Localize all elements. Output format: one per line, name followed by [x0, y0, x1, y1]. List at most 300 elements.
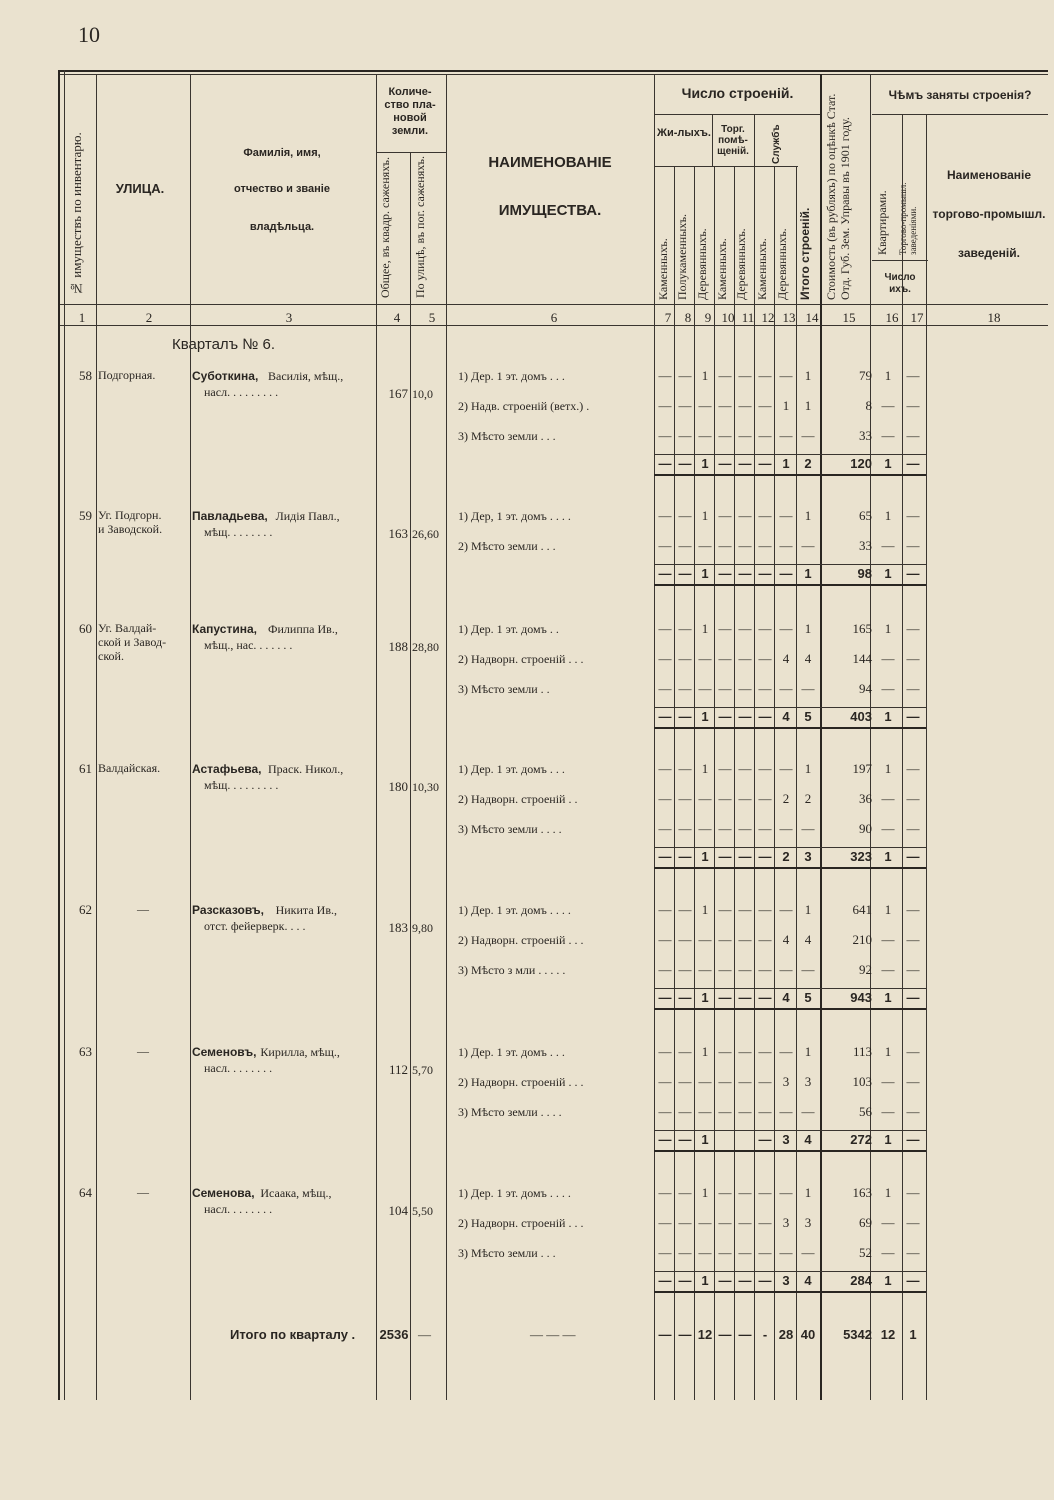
cell-c8: — [678, 1044, 692, 1059]
column-rule [674, 166, 675, 1400]
subtotal-c13: 1 [782, 456, 790, 471]
cell-c7: — [658, 508, 672, 523]
cell-c16: 1 [884, 1185, 892, 1200]
cell-c13: — [779, 902, 793, 917]
cell-c13: 1 [782, 398, 790, 413]
cell-c9: 1 [701, 368, 709, 383]
cell-c9: — [698, 1074, 712, 1089]
owner-surname: Семеновъ, [192, 1045, 257, 1059]
subtotal-rule [654, 584, 926, 586]
subtotal-rule [654, 988, 926, 989]
cell-c8: — [678, 428, 692, 443]
cell-c17: — [906, 1245, 920, 1260]
value-rubles: 163 [852, 1185, 872, 1200]
subtotal-c11: — [738, 456, 752, 471]
owner-name: Никита Ив., [275, 903, 337, 917]
subtotal-value: 943 [850, 990, 872, 1005]
owner-surname: Капустина, [192, 622, 257, 636]
cell-c16: — [881, 1074, 895, 1089]
subtotal-rule [654, 1271, 926, 1272]
cell-c8: — [678, 821, 692, 836]
cell-c9: 1 [701, 1044, 709, 1059]
column-rule [774, 166, 775, 1400]
owner-name: Праск. Никол., [268, 762, 344, 776]
subtotal-c9: 1 [701, 566, 709, 581]
cell-c14: — [801, 428, 815, 443]
cell-c11: — [738, 1074, 752, 1089]
cell-c14: 1 [804, 368, 812, 383]
column-rule [694, 166, 695, 1400]
cell-c8: — [678, 1104, 692, 1119]
grand-total-c7: — [658, 1327, 672, 1342]
subtotal-c12: — [758, 566, 772, 581]
cell-c13: — [779, 1245, 793, 1260]
header-service: Службъ [771, 124, 782, 164]
street-name: ской. [98, 649, 124, 663]
subtotal-c7: — [658, 709, 672, 724]
property-item: 2) Надворн. строеній . . . [458, 933, 584, 947]
cell-c11: — [738, 651, 752, 666]
record-number: 61 [79, 761, 92, 776]
cell-c10: — [718, 651, 732, 666]
column-number-9: 9 [704, 310, 712, 325]
frontage-length: 10,0 [412, 387, 433, 401]
cell-c10: — [718, 398, 732, 413]
street-name: Уг. Подгорн. [98, 508, 162, 522]
cell-c7: — [658, 821, 672, 836]
cell-c12: — [758, 821, 772, 836]
header-col3-l1: Фамилія, имя, [243, 147, 321, 159]
owner-status: отст. фейерверк. . . . [204, 919, 306, 933]
subtotal-c12: — [758, 849, 772, 864]
cell-c8: — [678, 962, 692, 977]
land-area: 180 [388, 779, 408, 794]
cell-c9: — [698, 1245, 712, 1260]
subtotal-c16: 1 [884, 849, 892, 864]
column-rule [870, 74, 871, 1400]
cell-c13: — [779, 368, 793, 383]
cell-c16: — [881, 1215, 895, 1230]
column-number-13: 13 [782, 310, 796, 325]
subtotal-c14: 4 [804, 1273, 812, 1288]
cell-c10: — [718, 428, 732, 443]
cell-c17: — [906, 428, 920, 443]
cell-c14: — [801, 538, 815, 553]
subtotal-c11: — [738, 1273, 752, 1288]
cell-c8: — [678, 791, 692, 806]
cell-c9: — [698, 932, 712, 947]
land-area: 188 [388, 639, 408, 654]
cell-c17: — [906, 508, 920, 523]
property-item: 1) Дер. 1 эт. домъ . . . . [458, 1186, 571, 1200]
cell-c16: — [881, 791, 895, 806]
cell-c7: — [658, 398, 672, 413]
subtotal-c12: — [758, 990, 772, 1005]
subtotal-value: 272 [850, 1132, 872, 1147]
cell-c14: 1 [804, 621, 812, 636]
value-rubles: 90 [859, 821, 872, 836]
subtotal-c7: — [658, 456, 672, 471]
subtotal-c17: — [906, 566, 920, 581]
street-name: Валдайская. [98, 761, 161, 775]
cell-c17: — [906, 651, 920, 666]
cell-c12: — [758, 368, 772, 383]
subtotal-c16: 1 [884, 709, 892, 724]
property-item: 3) Мѣсто з мли . . . . . [458, 963, 566, 977]
cell-c16: — [881, 651, 895, 666]
header-col18-l3: заведеній. [958, 246, 1020, 260]
column-number-4: 4 [393, 310, 401, 325]
cell-c10: — [718, 681, 732, 696]
cell-c9: — [698, 1104, 712, 1119]
cell-c13: — [779, 962, 793, 977]
cell-c16: 1 [884, 1044, 892, 1059]
cell-c13: — [779, 1185, 793, 1200]
value-rubles: 641 [852, 902, 872, 917]
cell-c11: — [738, 902, 752, 917]
column-number-1: 1 [78, 310, 86, 325]
subtotal-value: 403 [850, 709, 872, 724]
column-number-6: 6 [550, 310, 558, 325]
subtotal-c13: 2 [782, 849, 790, 864]
property-item: 3) Мѣсто земли . . . . [458, 822, 562, 836]
header-trade: Торг. помѣ-щеній. [717, 124, 749, 157]
cell-c14: 1 [804, 1044, 812, 1059]
subtotal-c7: — [658, 990, 672, 1005]
cell-c11: — [738, 962, 752, 977]
record-number: 64 [79, 1185, 92, 1200]
street-name: ской и Завод- [98, 635, 167, 649]
cell-c7: — [658, 791, 672, 806]
cell-c11: — [738, 428, 752, 443]
cell-c9: — [698, 821, 712, 836]
property-item: 3) Мѣсто земли . . . [458, 429, 556, 443]
subtotal-c17: — [906, 456, 920, 471]
cell-c14: 4 [804, 651, 812, 666]
column-number-17: 17 [910, 310, 924, 325]
value-rubles: 8 [865, 398, 872, 413]
subtotal-c10: — [718, 849, 732, 864]
cell-c16: — [881, 1104, 895, 1119]
property-item: 2) Надворн. строеній . . . [458, 1075, 584, 1089]
cell-c9: — [698, 538, 712, 553]
cell-c12: — [758, 428, 772, 443]
grand-total-area: 2536 [379, 1327, 409, 1342]
cell-c7: — [658, 428, 672, 443]
subtotal-value: 98 [857, 566, 872, 581]
grand-total-c16: 12 [880, 1327, 896, 1342]
owner-surname: Астафьева, [192, 762, 262, 776]
subtotal-c12: — [758, 709, 772, 724]
cell-c12: — [758, 651, 772, 666]
header-buildings-group: Число строеній. [681, 85, 794, 101]
property-item: 3) Мѣсто земли . . . [458, 1246, 556, 1260]
cell-c7: — [658, 681, 672, 696]
column-number-8: 8 [684, 310, 692, 325]
property-item: 1) Дер. 1 эт. домъ . . [458, 622, 559, 636]
value-rubles: 65 [859, 508, 872, 523]
owner-status: насл. . . . . . . . [204, 1061, 273, 1075]
header-col7: Каменныхъ. [656, 238, 670, 300]
subtotal-c7: — [658, 1273, 672, 1288]
owner-name: Исаака, мѣщ., [260, 1186, 332, 1200]
cell-c17: — [906, 1074, 920, 1089]
cell-c16: 1 [884, 508, 892, 523]
street-name: Подгорная. [98, 368, 156, 382]
cell-c14: 1 [804, 1185, 812, 1200]
cell-c13: — [779, 621, 793, 636]
cell-c13: 3 [782, 1074, 790, 1089]
frontage-length: 10,30 [412, 780, 439, 794]
cell-c11: — [738, 508, 752, 523]
cell-c7: — [658, 621, 672, 636]
cell-c14: — [801, 1245, 815, 1260]
cell-c7: — [658, 368, 672, 383]
cell-c12: — [758, 1074, 772, 1089]
subtotal-c11: — [738, 849, 752, 864]
value-rubles: 52 [859, 1245, 872, 1260]
cell-c7: — [658, 962, 672, 977]
cell-c14: — [801, 1104, 815, 1119]
cell-c8: — [678, 508, 692, 523]
owner-surname: Суботкина, [192, 369, 259, 383]
owner-status: мѣщ. . . . . . . . [204, 525, 273, 539]
value-rubles: 144 [852, 651, 872, 666]
property-item: 2) Надв. строеній (ветх.) . [458, 399, 590, 413]
owner-status: мѣщ. . . . . . . . . [204, 778, 279, 792]
frontage-length: 9,80 [412, 921, 433, 935]
cell-c7: — [658, 1044, 672, 1059]
street-name: — [137, 902, 149, 916]
subtotal-c9: 1 [701, 990, 709, 1005]
cell-c17: — [906, 1185, 920, 1200]
cell-c14: 1 [804, 508, 812, 523]
cell-c10: — [718, 902, 732, 917]
cell-c13: — [779, 761, 793, 776]
column-rule [96, 74, 97, 1400]
column-number-12: 12 [761, 310, 775, 325]
column-number-14: 14 [805, 310, 819, 325]
cell-c12: — [758, 508, 772, 523]
cell-c16: — [881, 538, 895, 553]
column-rule [926, 114, 927, 1400]
cell-c9: — [698, 791, 712, 806]
property-item: 2) Надворн. строеній . . . [458, 652, 584, 666]
subtotal-c10: — [718, 456, 732, 471]
header-col14: Итого строеній. [798, 207, 812, 300]
land-area: 104 [388, 1203, 408, 1218]
cell-c7: — [658, 1245, 672, 1260]
header-count: Число ихъ. [884, 272, 916, 295]
header-col3-l3: владѣльца. [249, 221, 315, 233]
value-rubles: 56 [859, 1104, 872, 1119]
property-item: 1) Дер, 1 эт. домъ . . . . [458, 509, 571, 523]
subtotal-c9: 1 [701, 1132, 709, 1147]
cell-c9: 1 [701, 902, 709, 917]
cell-c10: — [718, 538, 732, 553]
cell-c12: — [758, 1245, 772, 1260]
value-rubles: 103 [852, 1074, 872, 1089]
cell-c16: — [881, 428, 895, 443]
property-item: 1) Дер. 1 эт. домъ . . . [458, 1045, 565, 1059]
subtotal-c13: 4 [782, 709, 790, 724]
cell-c10: — [718, 821, 732, 836]
cell-c10: — [718, 368, 732, 383]
cell-c13: — [779, 508, 793, 523]
column-rule [714, 166, 715, 1400]
cell-c12: — [758, 791, 772, 806]
land-area: 167 [388, 386, 408, 401]
subtotal-c8: — [678, 456, 692, 471]
value-rubles: 197 [852, 761, 872, 776]
cell-c17: — [906, 1104, 920, 1119]
owner-surname: Павладьева, [192, 509, 268, 523]
column-number-18: 18 [987, 310, 1001, 325]
subtotal-c9: 1 [701, 456, 709, 471]
cell-c10: — [718, 508, 732, 523]
property-item: 2) Надворн. строеній . . [458, 792, 578, 806]
cell-c16: 1 [884, 902, 892, 917]
grand-total-c13: 28 [778, 1327, 794, 1342]
property-item: 3) Мѣсто земли . . . . [458, 1105, 562, 1119]
column-rule [796, 166, 797, 1400]
cell-c8: — [678, 538, 692, 553]
value-rubles: 113 [852, 1044, 872, 1059]
header-occupied-group: Чѣмъ заняты строенія? [888, 88, 1032, 102]
cell-c10: — [718, 1074, 732, 1089]
subtotal-c10: — [718, 709, 732, 724]
subtotal-c14: 5 [804, 990, 812, 1005]
header-col9: Деревянныхъ. [695, 228, 709, 300]
cell-c12: — [758, 932, 772, 947]
column-rule [754, 114, 755, 166]
cell-c8: — [678, 1215, 692, 1230]
cell-c12: — [758, 1185, 772, 1200]
cell-c9: — [698, 398, 712, 413]
cell-c13: 3 [782, 1215, 790, 1230]
subtotal-value: 323 [850, 849, 872, 864]
subtotal-c7: — [658, 566, 672, 581]
cell-c7: — [658, 932, 672, 947]
frontage-length: 26,60 [412, 527, 439, 541]
grand-total-frontage: — [418, 1327, 431, 1342]
cell-c17: — [906, 538, 920, 553]
record-number: 58 [79, 368, 92, 383]
quarter-title: Кварталъ № 6. [172, 336, 276, 353]
cell-c12: — [758, 1104, 772, 1119]
subtotal-c16: 1 [884, 566, 892, 581]
subtotal-rule [654, 454, 926, 455]
subtotal-rule [654, 727, 926, 729]
header-col15: Стоимость (въ рубляхъ) по оцѣнкѣ Стат. Отд. Губ. Зем. Управы въ 1901 году. [824, 93, 852, 300]
column-rule [734, 166, 735, 1400]
street-name: и Заводской. [98, 522, 163, 536]
cell-c12: — [758, 761, 772, 776]
cell-c12: — [758, 1044, 772, 1059]
owner-status: мѣщ., нас. . . . . . . [204, 638, 293, 652]
cell-c17: — [906, 761, 920, 776]
property-item: 2) Надворн. строеній . . . [458, 1216, 584, 1230]
cell-c11: — [738, 681, 752, 696]
subtotal-rule [654, 474, 926, 476]
grand-total-c12: - [762, 1327, 768, 1342]
cell-c16: — [881, 962, 895, 977]
cell-c8: — [678, 621, 692, 636]
subtotal-c14: 1 [804, 566, 812, 581]
subtotal-rule [654, 1130, 926, 1131]
subtotal-c8: — [678, 1273, 692, 1288]
cell-c10: — [718, 761, 732, 776]
owner-status: насл. . . . . . . . [204, 1202, 273, 1216]
cell-c7: — [658, 1185, 672, 1200]
column-rule [654, 74, 655, 1400]
cell-c11: — [738, 1245, 752, 1260]
subtotal-c17: — [906, 990, 920, 1005]
cell-c14: 1 [804, 761, 812, 776]
subtotal-c7: — [658, 1132, 672, 1147]
cell-c11: — [738, 761, 752, 776]
header-col12: Каменныхъ. [755, 238, 769, 300]
column-rule [376, 74, 377, 1400]
subtotal-c10: — [718, 1273, 732, 1288]
cell-c12: — [758, 538, 772, 553]
cell-c14: 4 [804, 932, 812, 947]
value-rubles: 165 [852, 621, 872, 636]
owner-surname: Семенова, [192, 1186, 255, 1200]
column-rule [190, 74, 191, 1400]
header-col1: № имуществъ по инвентарю. [69, 132, 84, 296]
frontage-length: 5,50 [412, 1204, 433, 1218]
subtotal-c17: — [906, 709, 920, 724]
record-number: 59 [79, 508, 92, 523]
grand-total-value: 5342 [843, 1327, 872, 1342]
column-number-5: 5 [428, 310, 436, 325]
subtotal-c13: 3 [782, 1132, 790, 1147]
cell-c9: 1 [701, 761, 709, 776]
grand-total-c14: 40 [800, 1327, 816, 1342]
cell-c11: — [738, 368, 752, 383]
value-rubles: 94 [859, 681, 872, 696]
cell-c16: 1 [884, 761, 892, 776]
subtotal-c11: — [738, 990, 752, 1005]
cell-c14: 1 [804, 902, 812, 917]
value-rubles: 210 [852, 932, 872, 947]
subtotal-c14: 2 [804, 456, 812, 471]
cell-c14: 2 [804, 791, 812, 806]
street-name: — [137, 1185, 149, 1199]
subtotal-c16: 1 [884, 1273, 892, 1288]
cell-c11: — [738, 791, 752, 806]
grand-total-c8: — [678, 1327, 692, 1342]
grand-total-c9: 12 [697, 1327, 713, 1342]
cell-c9: — [698, 651, 712, 666]
column-rule [410, 152, 411, 1400]
header-col6-l1: НАИМЕНОВАНІЕ [488, 154, 612, 171]
cell-c10: — [718, 621, 732, 636]
cell-c11: — [738, 821, 752, 836]
cell-c10: — [718, 962, 732, 977]
cell-c14: 3 [804, 1074, 812, 1089]
subtotal-c8: — [678, 709, 692, 724]
cell-c16: 1 [884, 621, 892, 636]
owner-surname: Разсказовъ, [192, 903, 264, 917]
value-rubles: 79 [859, 368, 872, 383]
cell-c17: — [906, 398, 920, 413]
owner-name: Лидія Павл., [275, 509, 340, 523]
cell-c11: — [738, 1215, 752, 1230]
cell-c7: — [658, 1104, 672, 1119]
cell-c13: 2 [782, 791, 790, 806]
